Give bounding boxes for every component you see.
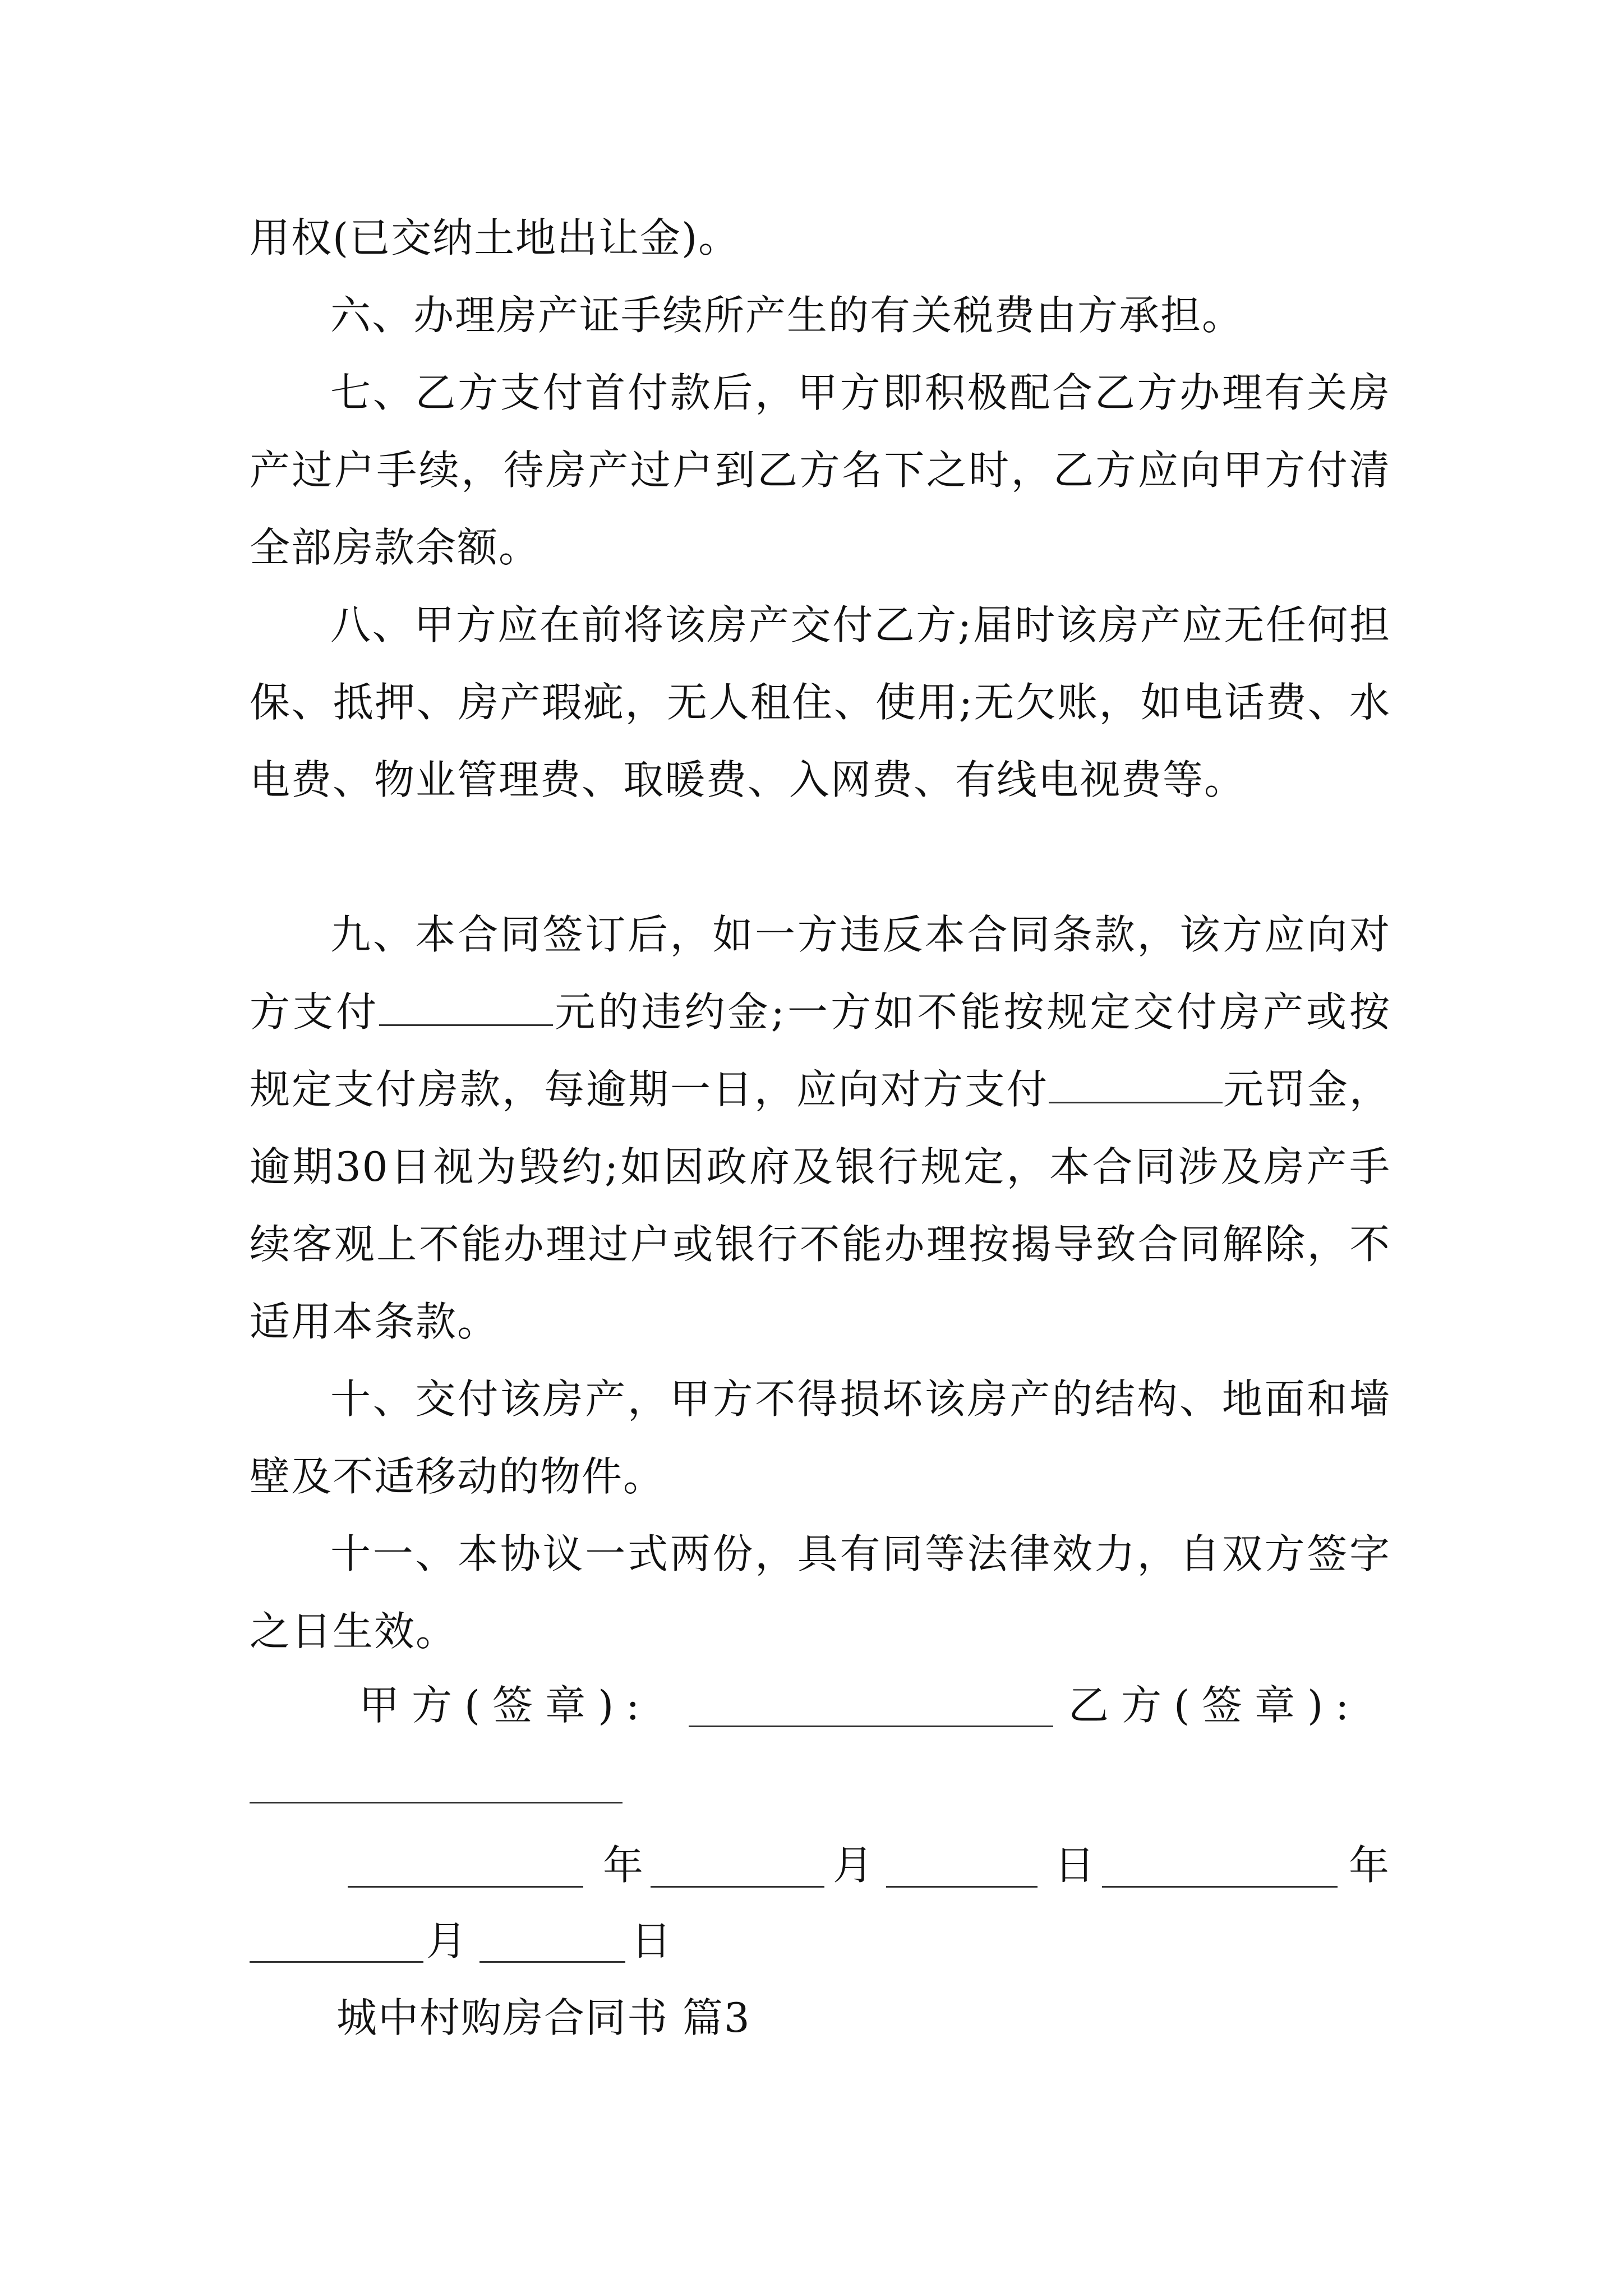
clause-6: 六、办理房产证手续所产生的有关税费由方承担。 [330,292,1244,339]
daily-fine-blank [1049,1067,1223,1103]
penalty-amount-blank [379,990,553,1026]
party-b-year-blank [1102,1886,1338,1888]
party-b-month-blank [250,1961,423,1963]
clause-9 [250,896,1391,1360]
party-a-year-label: 年 [603,1842,644,1889]
section-heading: 城中村购房合同书 篇3 [336,1994,751,2041]
party-b-signature-line [250,1802,623,1803]
party-a-day-blank [886,1886,1038,1888]
clause-11: 十一、本协议一式两份，具有同等法律效力，自双方签字之日生效。 [250,1530,1391,1655]
party-b-month-label: 月 [426,1917,467,1964]
clause-9-text-c: 元罚金，逾期30日视为毁约;如因政府及银行规定，本合同涉及房产手续客观上不能办理过户或银行不能办理按揭导致合同解除，不适用本条款。 [250,1066,1391,1345]
clause-9-text-a: 九、本合同签订后，如一方违反本合同条款，该方应向对方支付 [250,911,1391,1036]
party-a-signature-line [689,1726,1053,1727]
party-a-month-label: 月 [833,1842,874,1889]
party-a-month-blank [651,1886,824,1888]
clause-10: 十、交付该房产，甲方不得损坏该房产的结构、地面和墙壁及不适移动的物件。 [250,1375,1391,1500]
clause-8: 八、甲方应在前将该房产交付乙方;届时该房产应无任何担保、抵押、房产瑕疵，无人租住、使用;无欠账，如电话费、水电费、物业管理费、取暖费、入网费、有线电视费等。 [250,601,1391,803]
party-b-day-label: 日 [631,1917,672,1964]
clause-9-text-b: 元的违约金;一方如不能按规定交付房产或按规定支付房款，每逾期一日，应向对方支付 [250,988,1391,1113]
clause-7: 七、乙方支付首付款后，甲方即积极配合乙方办理有关房产过户手续，待房产过户到乙方名下之时，乙方应向甲方付清全部房款余额。 [250,369,1391,571]
party-a-year-blank [348,1886,583,1888]
party-a-signature-label: 甲方(签章): [359,1682,652,1729]
party-a-day-label: 日 [1054,1842,1095,1889]
party-b-day-blank [479,1961,625,1963]
paragraph-land-use: 用权(已交纳土地出让金)。 [250,214,740,261]
party-b-year-label: 年 [1349,1842,1390,1889]
party-b-signature-label: 乙方(签章): [1068,1682,1362,1729]
